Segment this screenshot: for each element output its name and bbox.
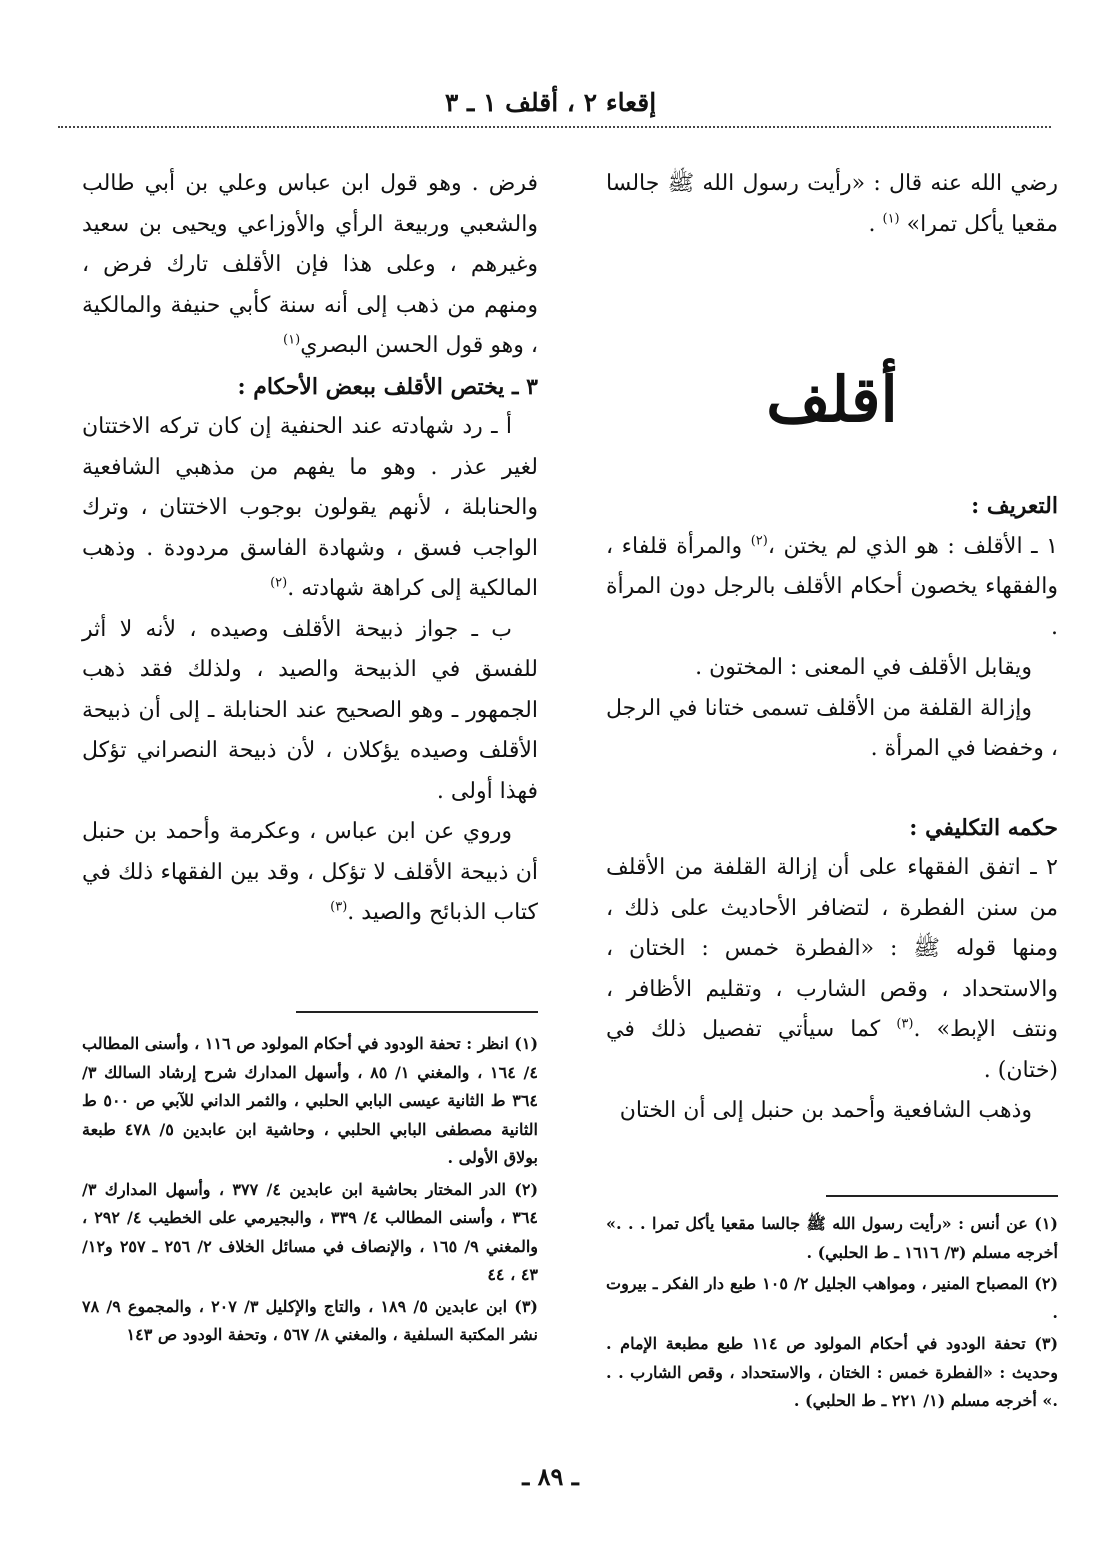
running-header: إقعاء ٢ ، أقلف ١ ـ ٣ <box>444 88 657 117</box>
slaughter-paragraph: ب ـ جواز ذبيحة الأقلف وصيده ، لأنه لا أثر للفسق في الذبيحة والصيد ، ولذلك فقد ذهب الجمهور ـ وهو الصحيح عند الحنابلة ـ إلى أن ذبيحة الأقلف وصيده يؤكلان ، لأن ذبيحة النصراني تؤكل فهذا أولى . <box>82 616 538 804</box>
footnote-divider-left <box>296 1011 538 1013</box>
footnotes-left <box>82 1030 538 1353</box>
footnote: (٢) المصباح المنير ، ومواهب الجليل ٢/ ١٠٥ طبع دار الفكر ـ بيروت . <box>606 1274 1059 1322</box>
obligation-paragraph: فرض . وهو قول ابن عباس وعلي بن أبي طالب والشعبي وربيعة الرأي والأوزاعي ويحيى بن سعيد وغيرهم ، وعلى هذا فإن الأقلف تارك فرض ، ومنهم من ذهب إلى أنه سنة كأبي حنيفة والمالكية ، وهو قول الحسن البصري$^{(١)}$ <box>82 171 538 358</box>
footnote: (١) انظر : تحفة الودود في أحكام المولود ص ١١٦ ، وأسنى المطالب ٤/ ١٦٤ ، والمغني ١/ ٨٥ ، وأسهل المدارك شرح إرشاد السالك ٣/ ٣٦٤ ط الثانية عيسى البابي الحلبي ، والثمر الداني للآبي ص ٥٠٠ ط الثانية مصطفى البابي الحلبي ، وحاشية ابن عابدين ٥/ ٤٧٨ طبعة بولاق الأولى . <box>82 1034 539 1167</box>
rulings-heading: ٣ ـ يختص الأقلف ببعض الأحكام : <box>237 373 538 400</box>
footnote-ref[interactable]: (١) <box>882 211 900 227</box>
left-column <box>82 164 538 934</box>
ruling-paragraph: ٢ ـ اتفق الفقهاء على أن إزالة القلفة من الأقلف من سنن الفطرة ، لتضافر الأحاديث على ذلك ، ومنها قوله ﷺ : «الفطرة خمس : الختان ، والاستحداد ، وقص الشارب ، وتقليم الأظافر ، ونتف الإبط» .$^{(٣)}$ كما سيأتي تفصيل ذلك في (ختان) . <box>606 855 1059 1083</box>
testimony-paragraph: أ ـ رد شهادته عند الحنفية إن كان تركه الاختتان لغير عذر . وهو ما يفهم من مذهبي الشافعية والحنابلة ، لأنهم يقولون بوجوب الاختتان ، وترك الواجب فسق ، وشهادة الفاسق مردودة . وذهب المالكية إلى كراهة شهادته .$^{(٢)}$ <box>82 414 538 601</box>
footnote-ref[interactable]: (١) <box>283 332 301 348</box>
footnote: (٣) ابن عابدين ٥/ ١٨٩ ، والتاج والإكليل ٣/ ٢٠٧ ، والمجموع ٩/ ٧٨ نشر المكتبة السلفية ، والمغني ٨/ ٥٦٧ ، وتحفة الودود ص ١٤٣ <box>82 1296 538 1344</box>
footnote-ref[interactable]: (٣) <box>896 1016 914 1032</box>
right-column-body <box>606 486 1058 1132</box>
footnote-ref[interactable]: (٢) <box>270 575 288 591</box>
footnote: (٣) تحفة الودود في أحكام المولود ص ١١٤ طبع مطبعة الإمام . وحديث : «الفطرة خمس : الختان ، والاستحداد ، وقص الشارب . . .» أخرجه مسلم (١/ ٢٢١ ـ ط الحلبي) . <box>606 1334 1059 1410</box>
ruling-heading: حكمه التكليفي : <box>909 814 1058 841</box>
narration-paragraph: وروي عن ابن عباس ، وعكرمة وأحمد بن حنبل أن ذبيحة الأقلف لا تؤكل ، وقد بين الفقهاء ذلك في كتاب الذبائح والصيد .$^{(٣)}$ <box>82 819 538 925</box>
right-column <box>606 164 1058 245</box>
footnote-divider-right <box>826 1195 1058 1197</box>
opposite-meaning-paragraph: ويقابل الأقلف في المعنى : المختون . <box>695 655 1032 680</box>
footnote: (٢) الدر المختار بحاشية ابن عابدين ٤/ ٣٧٧ ، وأسهل المدارك ٣/ ٣٦٤ ، وأسنى المطالب ٤/ ٣٣٩ ، والبجيرمي على الخطيب ٤/ ٢٩٢ ، والمغني ٩/ ١٦٥ ، والإنصاف في مسائل الخلاف ٢/ ٢٥٦ ـ ٢٥٧ و١٢/ ٤٣ ، ٤٤ <box>82 1179 539 1284</box>
intro-paragraph: رضي الله عنه قال : «رأيت رسول الله ﷺ جالسا مقعيا يأكل تمرا» $^{(١)}$ . <box>606 171 1058 237</box>
removal-paragraph: وإزالة القلفة من الأقلف تسمى ختانا في الرجل ، وخفضا في المرأة . <box>606 695 1058 761</box>
shafii-paragraph: وذهب الشافعية وأحمد بن حنبل إلى أن الختان <box>619 1098 1032 1123</box>
footnote: (١) عن أنس : «رأيت رسول الله ﷺ جالسا مقعيا يأكل تمرا . . .» أخرجه مسلم (٣/ ١٦١٦ ـ ط الحلبي) . <box>606 1214 1058 1262</box>
footnote-ref[interactable]: (٢) <box>750 533 768 549</box>
definition-heading: التعريف : <box>971 493 1058 519</box>
definition-paragraph: ١ ـ الأقلف : هو الذي لم يختن ،$^{(٢)}$ والمرأة قلفاء ، والفقهاء يخصون أحكام الأقلف بالرجل دون المرأة . <box>606 533 1058 640</box>
footnotes-right <box>606 1210 1058 1419</box>
footnote-ref[interactable]: (٣) <box>330 899 348 915</box>
header-divider <box>58 126 1051 128</box>
entry-title: أقلف <box>766 363 898 436</box>
page-number: ـ ٨٩ ـ <box>522 1462 579 1491</box>
